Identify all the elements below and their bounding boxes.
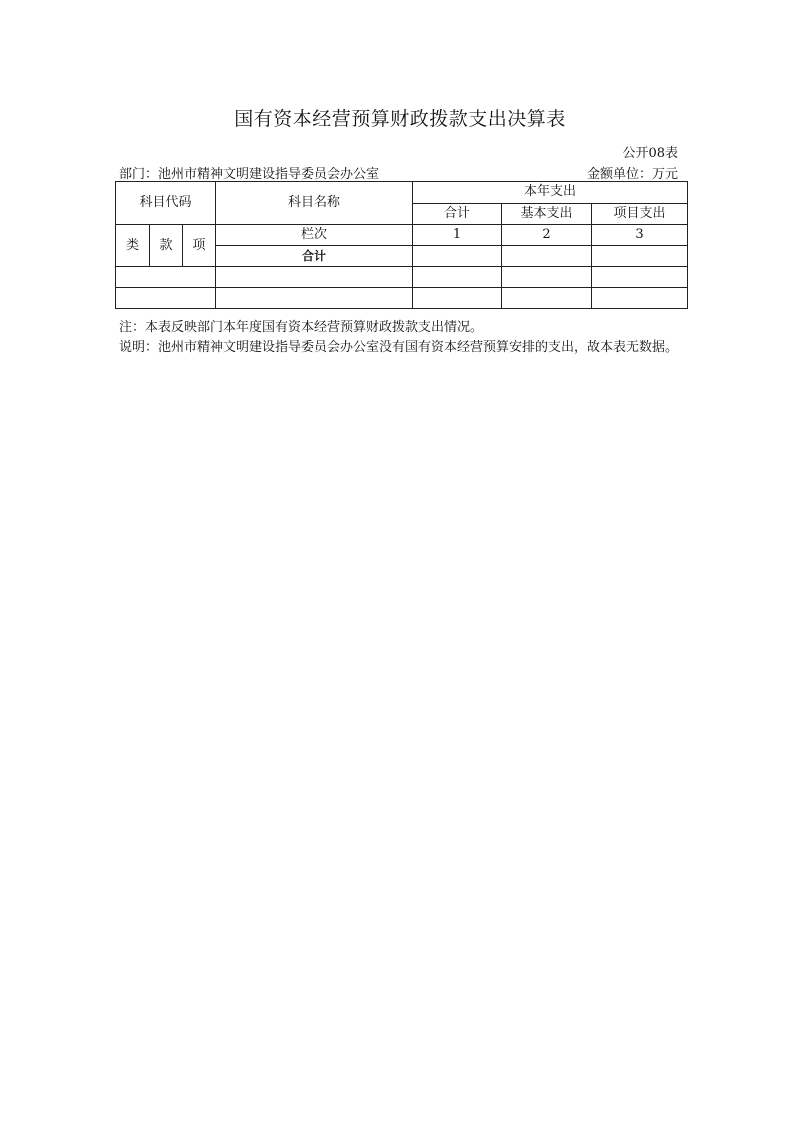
table-cell <box>216 267 413 288</box>
table-cell <box>216 288 413 309</box>
table-note: 注：本表反映部门本年度国有资本经营预算财政拨款支出情况。 <box>119 320 484 335</box>
xiang-header: 项 <box>183 225 216 267</box>
total-row-cell <box>413 246 502 267</box>
expenditure-table <box>115 181 688 309</box>
department-label: 部门：池州市精神文明建设指导委员会办公室 <box>119 167 380 182</box>
column-index-label: 栏次 <box>216 225 413 246</box>
form-number: 公开08表 <box>622 146 678 161</box>
column-index-2: 2 <box>502 225 592 246</box>
subject-name-header: 科目名称 <box>216 182 413 225</box>
project-expenditure-header: 项目支出 <box>592 203 688 225</box>
table-cell <box>116 267 216 288</box>
page-title: 国有资本经营预算财政拨款支出决算表 <box>234 108 566 130</box>
column-index-3: 3 <box>592 225 688 246</box>
total-header: 合计 <box>413 203 502 225</box>
header-row-1 <box>116 182 688 204</box>
current-year-header: 本年支出 <box>413 182 688 204</box>
table-cell <box>413 288 502 309</box>
table-cell <box>502 267 592 288</box>
total-row-label: 合计 <box>216 246 413 267</box>
subject-code-header: 科目代码 <box>116 182 216 225</box>
table-cell <box>592 288 688 309</box>
table-cell <box>502 288 592 309</box>
amount-unit-label: 金额单位：万元 <box>586 167 678 182</box>
lei-header: 类 <box>116 225 150 267</box>
table-row <box>116 288 688 309</box>
total-row-cell <box>592 246 688 267</box>
table-row <box>116 267 688 288</box>
total-row-cell <box>502 246 592 267</box>
column-index-1: 1 <box>413 225 502 246</box>
column-index-row <box>116 225 688 246</box>
kuan-header: 款 <box>150 225 183 267</box>
basic-expenditure-header: 基本支出 <box>502 203 592 225</box>
table-cell <box>592 267 688 288</box>
table-cell <box>116 288 216 309</box>
table-explanation: 说明：池州市精神文明建设指导委员会办公室没有国有资本经营预算安排的支出，故本表无数据。 <box>119 340 679 355</box>
table-cell <box>413 267 502 288</box>
